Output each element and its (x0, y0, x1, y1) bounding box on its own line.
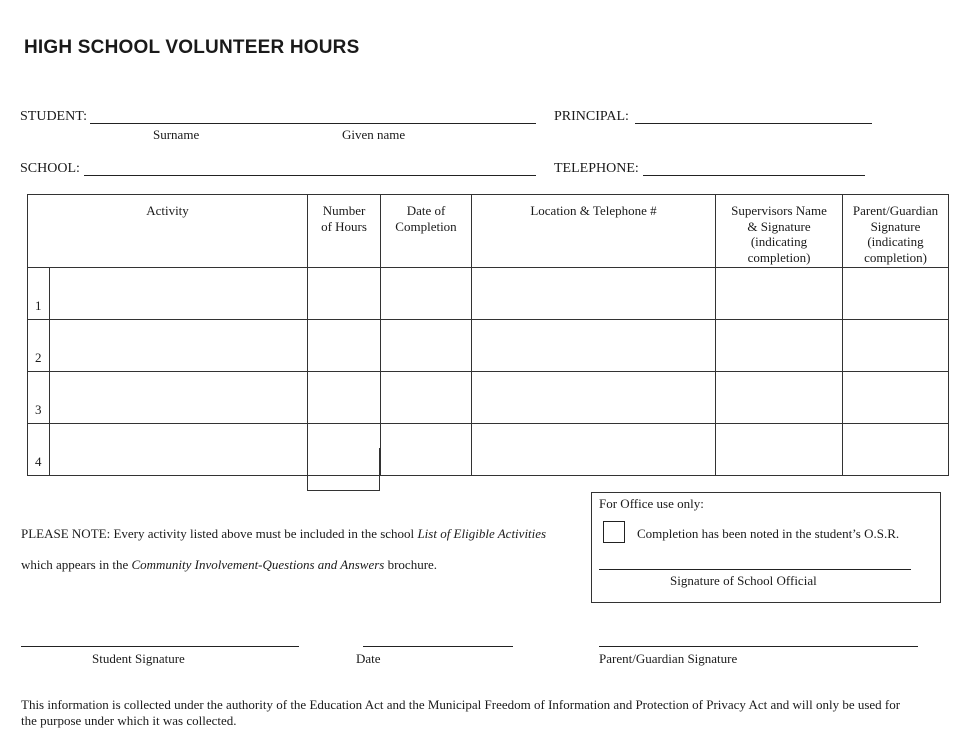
activity-header-text: Activity (146, 203, 189, 218)
osr-checkbox[interactable] (603, 521, 625, 543)
school-field[interactable] (84, 175, 536, 176)
row-number: 1 (28, 268, 50, 320)
row-number: 2 (28, 320, 50, 372)
supervisor-cell[interactable] (716, 320, 843, 372)
activity-table (27, 194, 949, 476)
school-label: SCHOOL: (20, 161, 80, 176)
parent-header-line4: completion) (864, 249, 927, 265)
telephone-label: TELEPHONE: (554, 161, 639, 176)
hours-header-line2: of Hours (321, 218, 367, 234)
parent-header (843, 195, 949, 268)
supervisor-header-line4: completion) (747, 249, 811, 265)
office-heading: For Office use only: (599, 496, 704, 511)
table-row (28, 372, 949, 424)
privacy-line2: the purpose under which it was collected. (21, 713, 237, 728)
student-signature-line[interactable] (21, 646, 299, 647)
activity-cell[interactable] (50, 268, 308, 320)
location-header (472, 195, 716, 268)
date-cell[interactable] (381, 320, 472, 372)
official-signature-label: Signature of School Official (670, 573, 817, 588)
date-header-line1: Date of (406, 203, 446, 218)
date-cell[interactable] (381, 424, 472, 476)
activity-header (28, 195, 308, 268)
principal-field[interactable] (635, 123, 872, 124)
supervisor-cell[interactable] (716, 372, 843, 424)
note-part3: brochure. (384, 557, 438, 572)
parent-signature-label: Parent/Guardian Signature (599, 651, 738, 666)
parent-cell[interactable] (843, 424, 949, 476)
hours-header (308, 195, 381, 268)
location-header-text: Location & Telephone # (530, 203, 657, 218)
privacy-line1: This information is collected under the authority of the Education Act and the Municipal Freedom of Information and Protection of Privacy Act and will only be used for (21, 697, 901, 712)
row-number: 3 (28, 372, 50, 424)
date-line[interactable] (363, 646, 513, 647)
hours-cell[interactable] (308, 320, 381, 372)
activity-cell[interactable] (50, 424, 308, 476)
student-signature-label: Student Signature (92, 651, 185, 666)
note-part2: which appears in the (21, 557, 132, 572)
parent-cell[interactable] (843, 372, 949, 424)
parent-cell[interactable] (843, 320, 949, 372)
note-part1: PLEASE NOTE: Every activity listed above must be included in the school (21, 526, 418, 541)
table-row (28, 424, 949, 476)
surname-label: Surname (153, 127, 200, 142)
parent-header-line1: Parent/Guardian (852, 203, 939, 218)
hours-cell[interactable] (308, 372, 381, 424)
table-row (28, 320, 949, 372)
given-name-label: Given name (342, 127, 406, 142)
student-name-field[interactable] (90, 123, 536, 124)
date-cell[interactable] (381, 372, 472, 424)
date-label: Date (356, 651, 381, 666)
official-signature-line[interactable] (599, 569, 911, 570)
table-header-row (28, 195, 949, 268)
location-cell[interactable] (472, 320, 716, 372)
activity-cell[interactable] (50, 372, 308, 424)
hours-header-line1: Number (322, 203, 366, 218)
supervisor-cell[interactable] (716, 268, 843, 320)
parent-header-line3: (indicating (867, 234, 924, 249)
supervisor-header-line2: & Signature (747, 218, 811, 234)
note-line2 (21, 557, 437, 573)
note-list-title: List of Eligible Activities (417, 526, 547, 541)
supervisor-cell[interactable] (716, 424, 843, 476)
date-header (381, 195, 472, 268)
telephone-field[interactable] (643, 175, 865, 176)
parent-cell[interactable] (843, 268, 949, 320)
table-row (28, 268, 949, 320)
supervisor-header-line3: (indicating (750, 234, 808, 249)
activity-cell[interactable] (50, 320, 308, 372)
note-brochure-title: Community Involvement-Questions and Answers (131, 557, 385, 572)
total-hours-box[interactable] (307, 448, 380, 491)
office-use-box (591, 492, 941, 603)
location-cell[interactable] (472, 372, 716, 424)
student-label: STUDENT: (20, 109, 87, 124)
principal-label: PRINCIPAL: (554, 109, 629, 124)
location-cell[interactable] (472, 268, 716, 320)
date-header-line2: Completion (395, 218, 457, 234)
osr-checkbox-label: Completion has been noted in the student’s O.S.R. (637, 526, 900, 541)
form-title: HIGH SCHOOL VOLUNTEER HOURS (24, 37, 360, 58)
supervisor-header-line1: Supervisors Name (731, 203, 827, 218)
parent-signature-line[interactable] (599, 646, 918, 647)
note-line1 (21, 526, 546, 542)
row-number: 4 (28, 424, 50, 476)
location-cell[interactable] (472, 424, 716, 476)
date-cell[interactable] (381, 268, 472, 320)
supervisor-header (716, 195, 843, 268)
hours-cell[interactable] (308, 268, 381, 320)
parent-header-line2: Signature (870, 218, 921, 234)
